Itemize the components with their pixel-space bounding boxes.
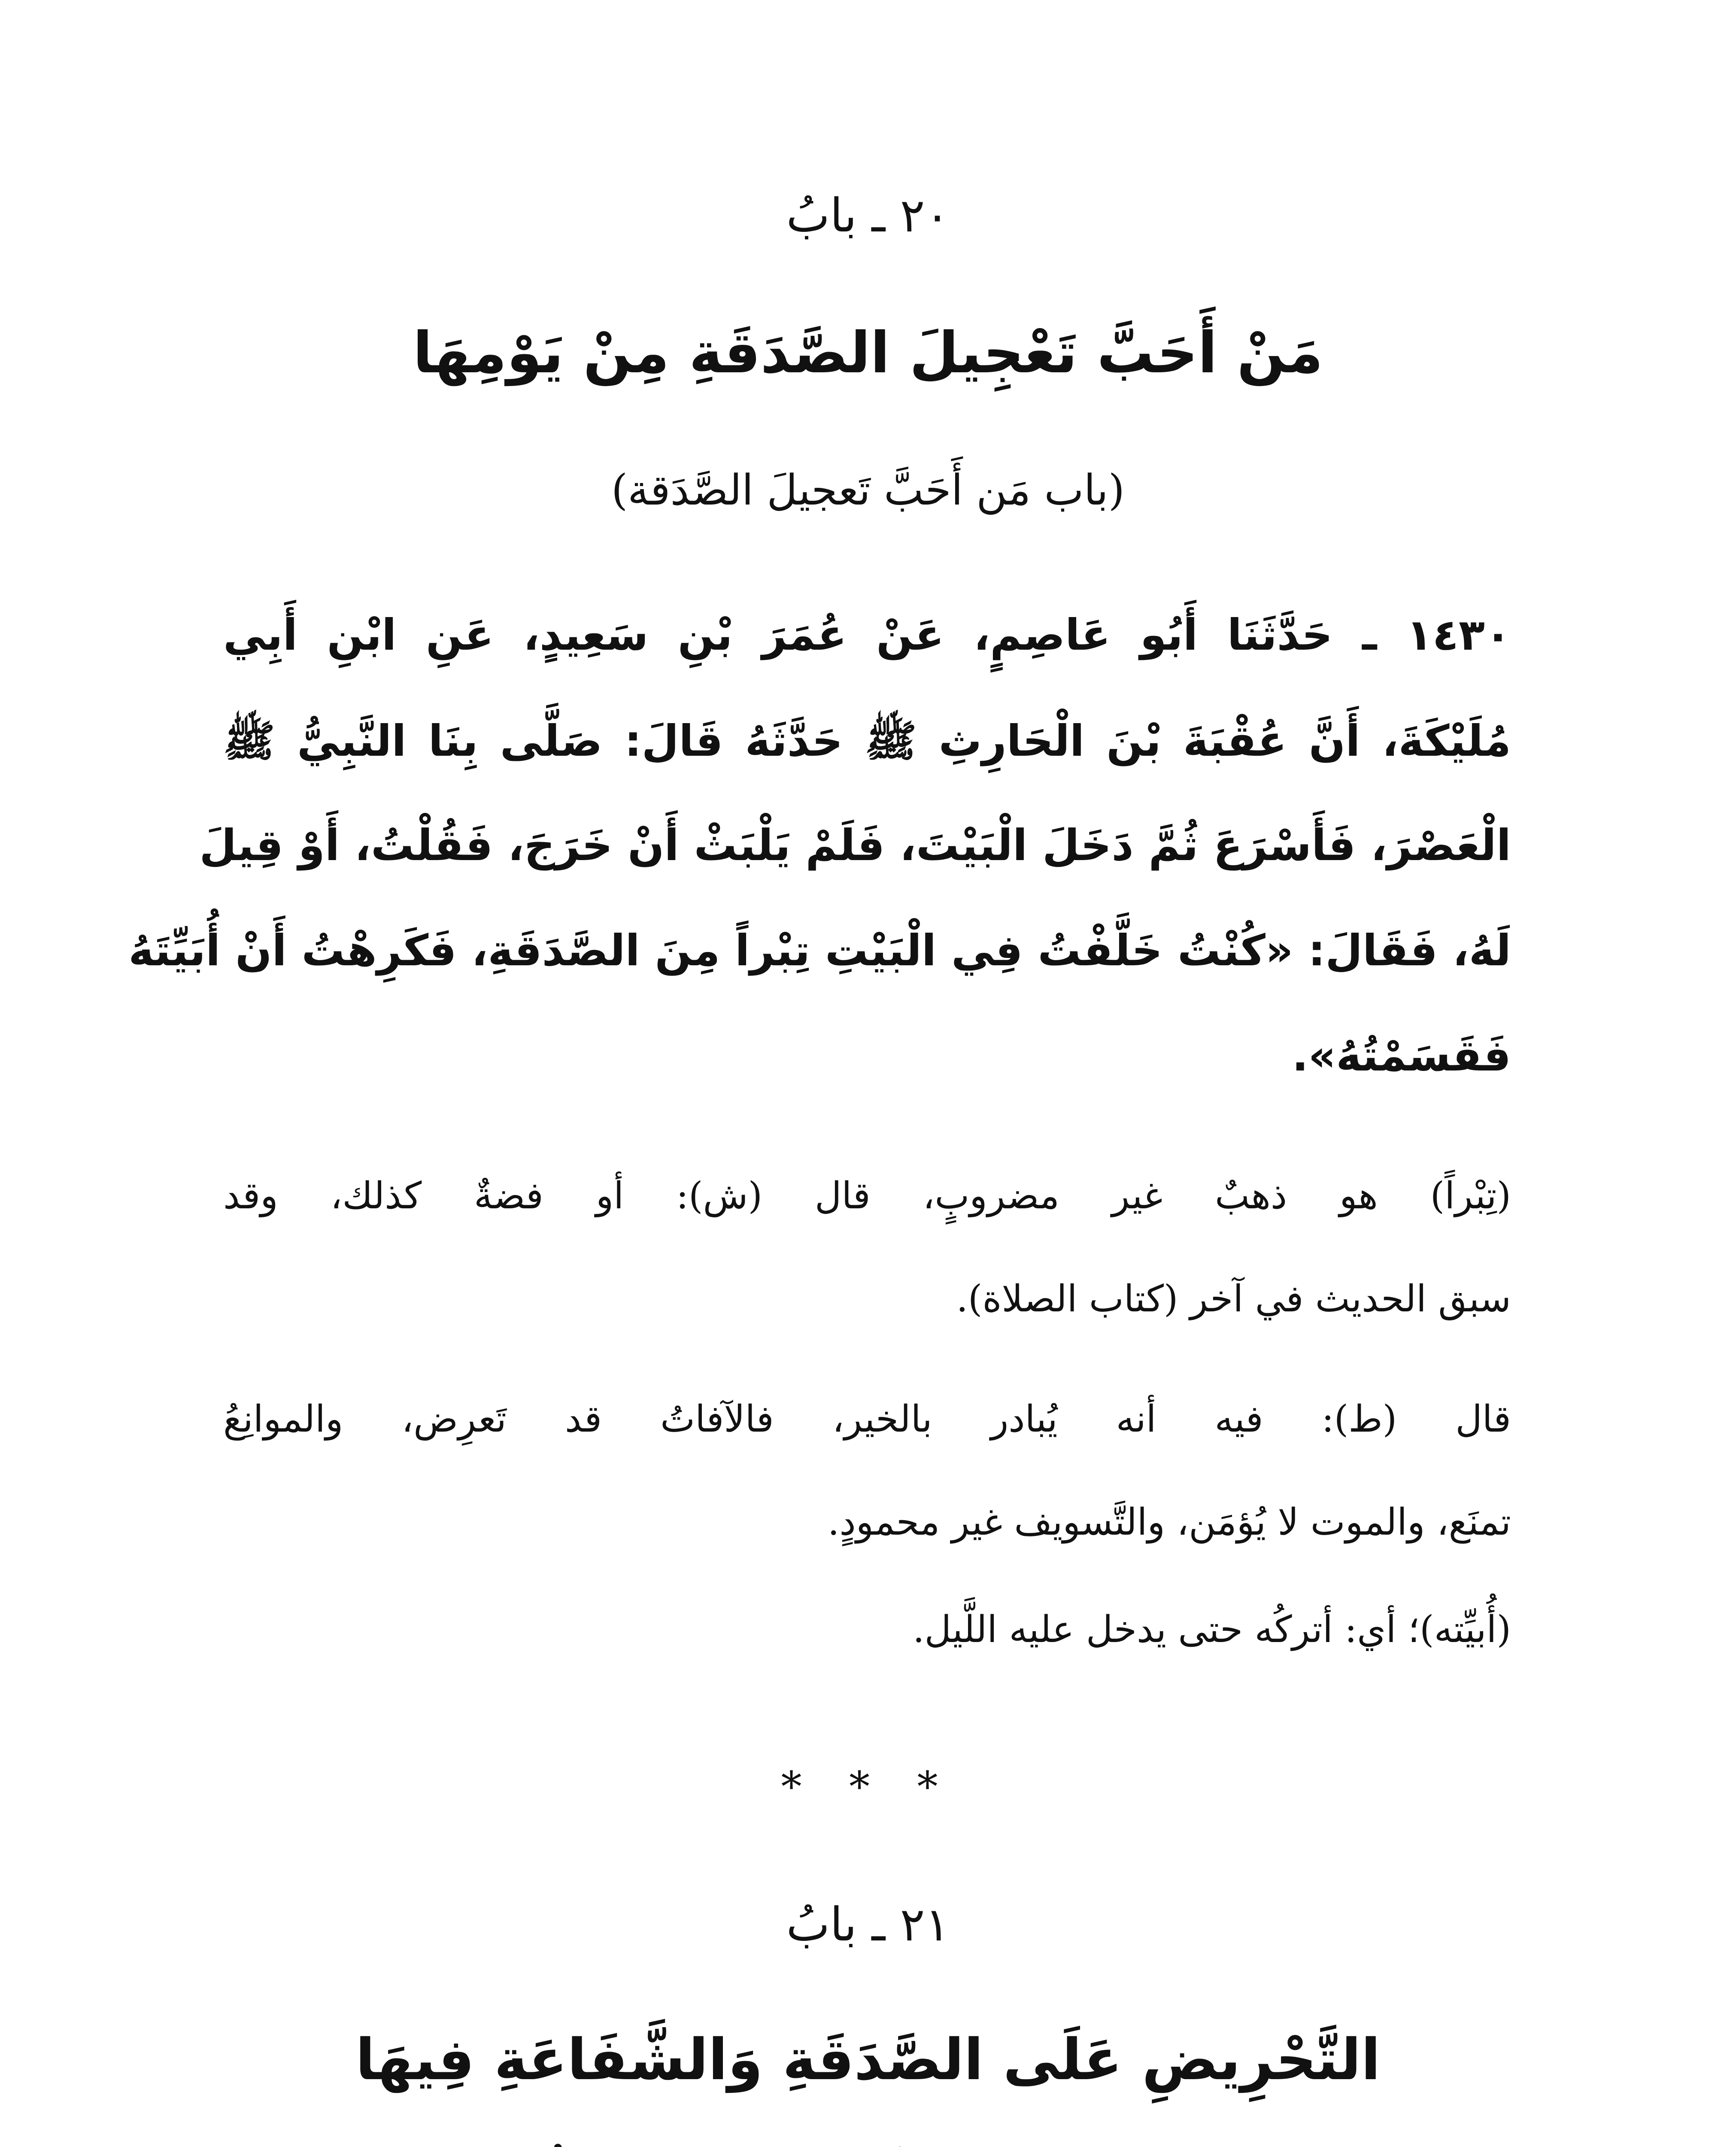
hadith-1430-line: ١٤٣٠ ـ حَدَّثَنَا أَبُو عَاصِمٍ، عَنْ عُمَرَ بْنِ سَعِيدٍ، عَنِ ابْنِ أَبِي [223, 610, 1511, 660]
chapter-20-title: مَنْ أَحَبَّ تَعْجِيلَ الصَّدَقَةِ مِنْ يَوْمِهَا [413, 320, 1323, 386]
chapter-20-subtitle: (باب مَن أَحَبَّ تَعجيلَ الصَّدَقة) [611, 466, 1125, 515]
commentary-line: (تِبْراً) هو ذهبٌ غير مضروبٍ، قال (ش): أو فضةٌ كذلك، وقد [223, 1174, 1511, 1217]
chapter-21-title: التَّحْرِيضِ عَلَى الصَّدَقَةِ وَالشَّفَاعَةِ فِيهَا [355, 2027, 1381, 2093]
commentary-line: (أُبيِّته)؛ أي: أتركُه حتى يدخل عليه اللَّيل. [913, 1608, 1511, 1651]
commentary-line: سبق الحديث في آخر (كتاب الصلاة). [956, 1277, 1511, 1320]
hadith-1430-line: فَقَسَمْتُهُ». [1292, 1031, 1511, 1081]
hadith-1430-line: لَهُ، فَقَالَ: «كُنْتُ خَلَّفْتُ فِي الْبَيْتِ تِبْراً مِنَ الصَّدَقَةِ، فَكَرِهْتُ أَنْ أُبَيِّتَهُ [128, 925, 1511, 976]
chapter-21-number: ٢١ ـ بابُ [786, 1898, 950, 1952]
commentary-line: تمنَع، والموت لا يُؤمَن، والتَّسويف غير محمودٍ. [827, 1501, 1511, 1544]
hadith-1430-line: مُلَيْكَةَ، أَنَّ عُقْبَةَ بْنَ الْحَارِثِ ﷺ حَدَّثَهُ قَالَ: صَلَّى بِنَا النَّبِيُّ ﷺ [223, 716, 1511, 766]
hadith-1430-line: الْعَصْرَ، فَأَسْرَعَ ثُمَّ دَخَلَ الْبَيْتَ، فَلَمْ يَلْبَثْ أَنْ خَرَجَ، فَقُلْتُ، أَوْ قِيلَ [199, 820, 1511, 870]
chapter-20-number: ٢٠ ـ بابُ [786, 189, 950, 243]
section-separator: * * * [781, 1763, 955, 1811]
commentary-line: قال (ط): فيه أنه يُبادر بالخير، فالآفاتُ قد تَعرِض، والموانِعُ [223, 1398, 1511, 1441]
